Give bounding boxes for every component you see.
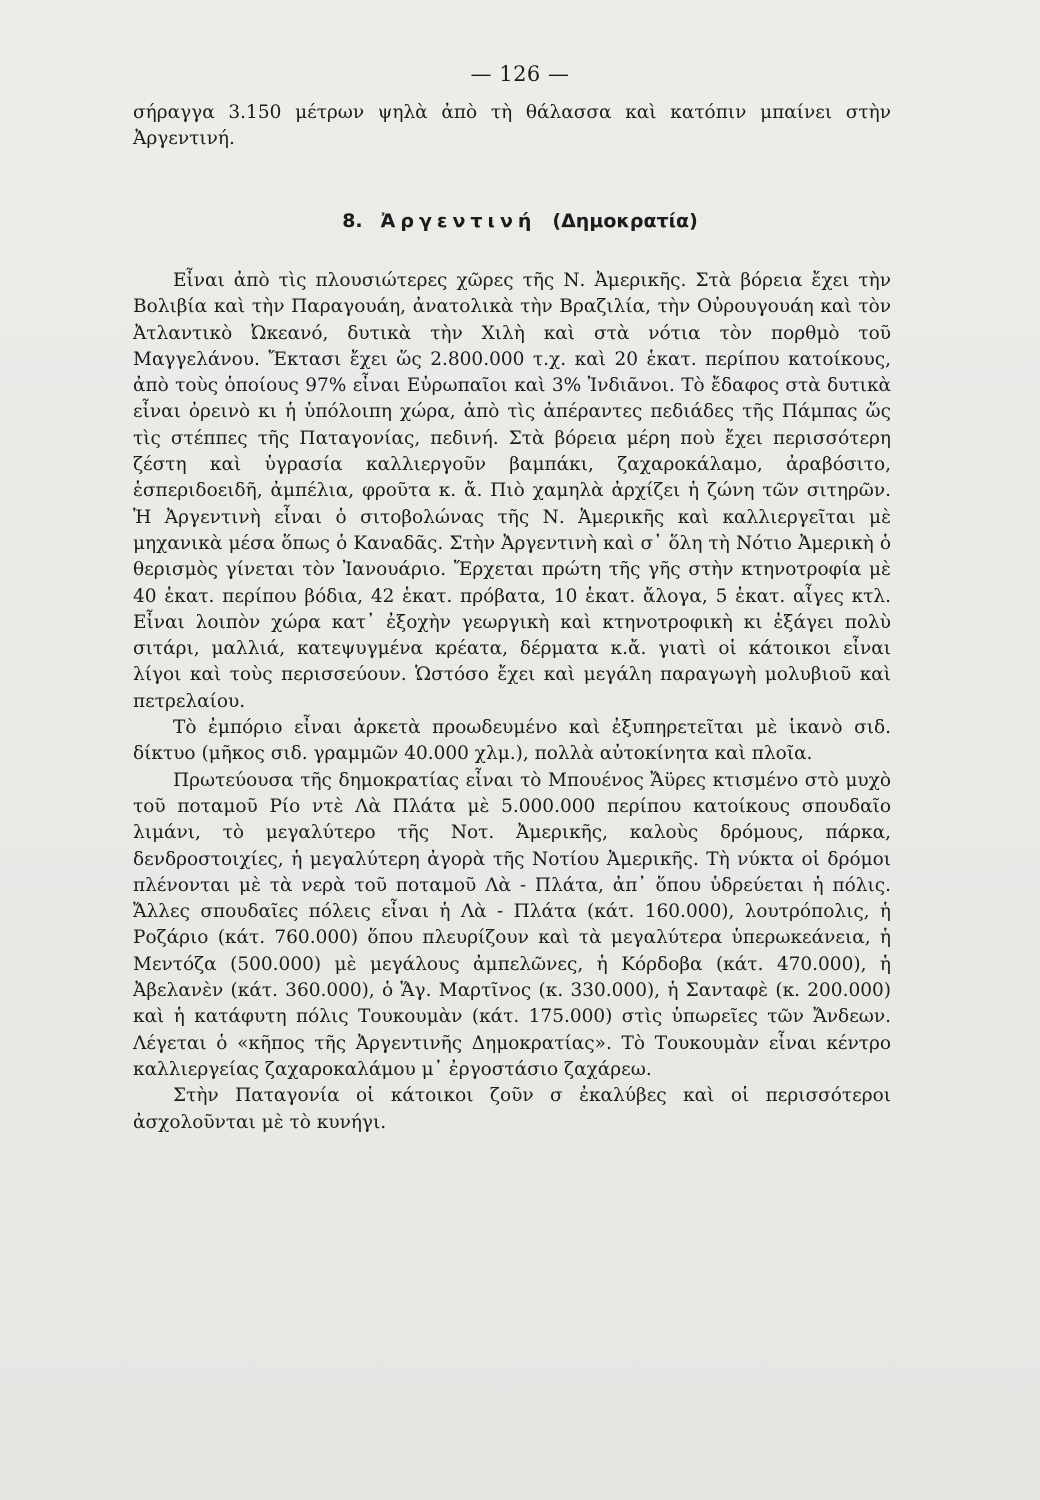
page-number: — 126 —: [470, 62, 570, 86]
section-number: 8.: [342, 210, 363, 232]
paragraph-capital: Πρωτεύουσα τῆς δημοκρατίας εἶναι τὸ Μπουένος Ἄϋρες κτισμένο στὸ μυχὸ τοῦ ποταμοῦ Ρίο ντὲ Λὰ Πλάτα μὲ 5.000.000 περίπου κατοίκους σπουδαῖο λιμάνι, τὸ μεγαλύτερο τῆς Νοτ. Ἀμερικῆς, καλοὺς δρόμους, πάρκα, δενδροστοιχίες, ἡ μεγαλύτερη ἀγορὰ τῆς Νοτίου Ἀμερικῆς. Τὴ νύκτα οἱ δρόμοι πλένονται μὲ τὰ νερὰ τοῦ ποταμοῦ Λὰ - Πλάτα, ἀπ᾽ ὅπου ὑδρεύεται ἡ πόλις. Ἄλλες σπουδαῖες πόλεις εἶναι ἡ Λὰ - Πλάτα (κάτ. 160.000), λουτρόπολις, ἡ Ροζάριο (κάτ. 760.000) ὅπου πλευρίζουν καὶ τὰ μεγαλύτερα ὑπερωκεάνεια, ἡ Μεντόζα (500.000) μὲ μεγάλους ἀμπελῶνες, ἡ Κόρδοβα (κάτ. 470.000), ἡ Ἀβελανὲν (κάτ. 360.000), ὁ Ἅγ. Μαρτῖνος (κ. 330.000), ἡ Σανταφὲ (κ. 200.000) καὶ ἡ κατάφυτη πόλις Τουκουμὰν (κάτ. 175.000) στὶς ὑπωρεῖες τῶν Ἄνδεων. Λέγεται ὁ «κῆπος τῆς Ἀργεντινῆς Δημοκρατίας». Τὸ Τουκουμὰν εἶναι κέντρο καλλιεργείας ζαχαροκαλάμου μ᾽ ἐργοστάσιο ζαχάρεω.: [133, 769, 891, 1080]
paragraph-continuation: σήραγγα 3.150 μέτρων ψηλὰ ἀπὸ τὴ θάλασσα καὶ κατόπιν μπαίνει στὴν Ἀργεντινή.: [133, 102, 891, 150]
section-subtitle: (Δημοκρατία): [552, 210, 698, 232]
body-text: [133, 268, 891, 1136]
paragraph-commerce: Τὸ ἐμπόριο εἶναι ἀρκετὰ προωδευμένο καὶ ἐξυπηρετεῖται μὲ ἱκανὸ σιδ. δίκτυο (μῆκος σιδ. γραμμῶν 40.000 χλμ.), πολλὰ αὐτοκίνητα καὶ πλοῖα.: [133, 717, 891, 765]
section-title: Ἀργεντινή: [380, 210, 537, 232]
section-heading: [0, 210, 1040, 232]
intro-paragraph: [133, 100, 891, 153]
paragraph-overview: Εἶναι ἀπὸ τὶς πλουσιώτερες χῶρες τῆς Ν. Ἀμερικῆς. Στὰ βόρεια ἔχει τὴν Βολιβία καὶ τὴν Παραγουάη, ἀνατολικὰ τὴν Βραζιλία, τὴν Οὐρουγουάη καὶ τὸν Ἀτλαντικὸ Ὠκεανό, δυτικὰ τὴν Χιλὴ καὶ στὰ νότια τὸν πορθμὸ τοῦ Μαγγελάνου. Ἔκτασι ἔχει ὥς 2.800.000 τ.χ. καὶ 20 ἑκατ. περίπου κατοίκους, ἀπὸ τοὺς ὁποίους 97% εἶναι Εὐρωπαῖοι καὶ 3% Ἰνδιᾶνοι. Τὸ ἔδαφος στὰ δυτικὰ εἶναι ὀρεινὸ κι ἡ ὑπόλοιπη χώρα, ἀπὸ τὶς ἀπέραντες πεδιάδες τῆς Πάμπας ὥς τὶς στέππες τῆς Παταγονίας, πεδινή. Στὰ βόρεια μέρη ποὺ ἔχει περισσότερη ζέστη καὶ ὑγρασία καλλιεργοῦν βαμπάκι, ζαχαροκάλαμο, ἀραβόσιτο, ἑσπεριδοειδῆ, ἀμπέλια, φροῦτα κ. ἄ. Πιὸ χαμηλὰ ἀρχίζει ἡ ζώνη τῶν σιτηρῶν. Ἡ Ἀργεντινὴ εἶναι ὁ σιτοβολώνας τῆς Ν. Ἀμερικῆς καὶ καλλιεργεῖται μὲ μηχανικὰ μέσα ὅπως ὁ Καναδᾶς. Στὴν Ἀργεντινὴ καὶ σ᾽ ὅλη τὴ Νότιο Ἀμερικὴ ὁ θερισμὸς γίνεται τὸν Ἰανουάριο. Ἔρχεται πρώτη τῆς γῆς στὴν κτηνοτροφία μὲ 40 ἑκατ. περίπου βόδια, 42 ἑκατ. πρόβατα, 10 ἑκατ. ἄλογα, 5 ἑκατ. αἶγες κτλ. Εἶναι λοιπὸν χώρα κατ᾽ ἐξοχὴν γεωργικὴ καὶ κτηνοτροφικὴ κι ἐξάγει πολὺ σιτάρι, μαλλιά, κατεψυγμένα κρέατα, δέρματα κ.ἄ. γιατὶ οἱ κάτοικοι εἶναι λίγοι καὶ τοὺς περισσεύουν. Ὡστόσο ἔχει καὶ μεγάλη παραγωγὴ μολυβιοῦ καὶ πετρελαίου.: [133, 270, 891, 712]
paragraph-patagonia: Στὴν Παταγονία οἱ κάτοικοι ζοῦν σ ἐκαλύβες καὶ οἱ περισσότεροι ἀσχολοῦνται μὲ τὸ κυνήγι.: [133, 1085, 891, 1133]
